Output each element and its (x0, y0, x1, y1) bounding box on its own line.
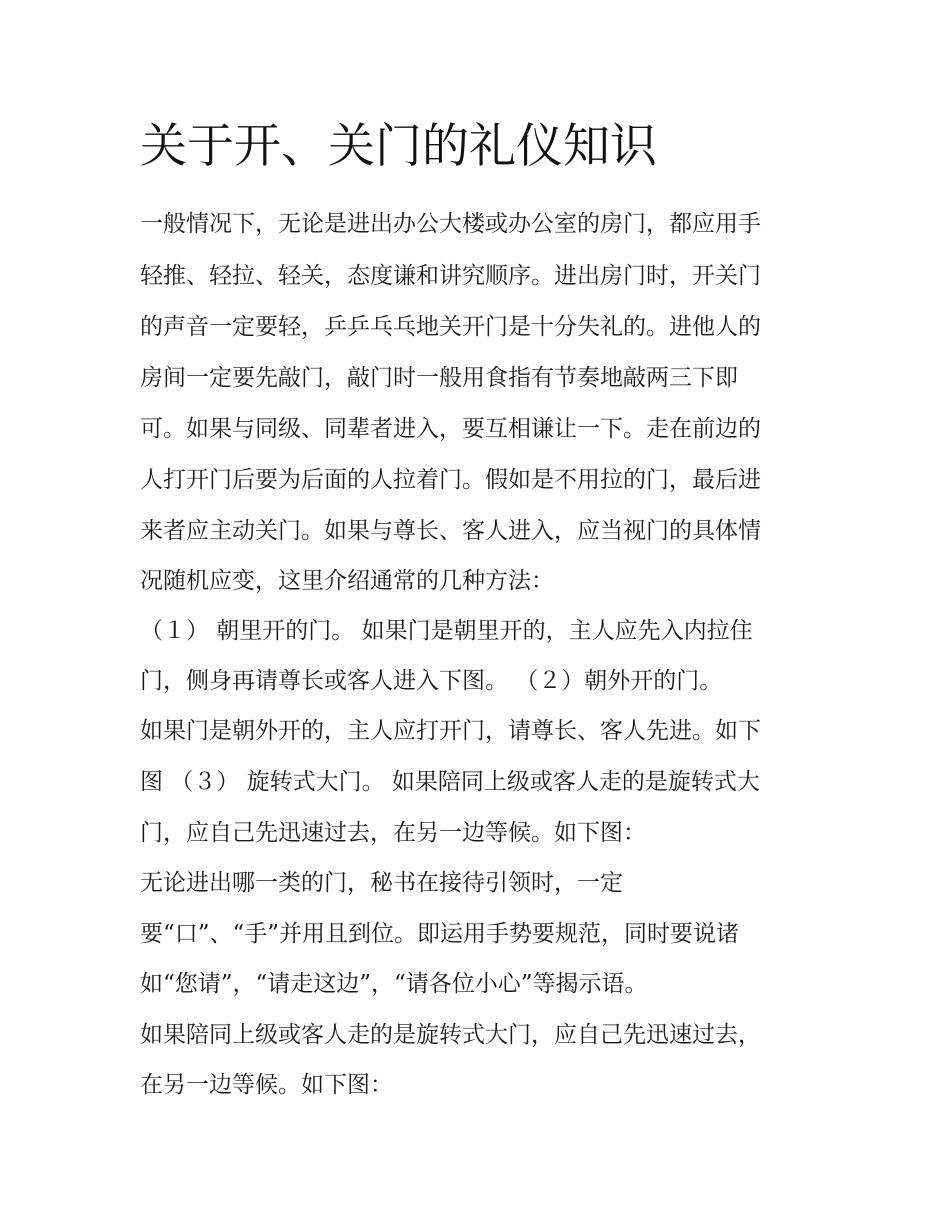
body-line-4: 房间一定要先敲门，敲门时一般用食指有节奏地敲两三下即 (140, 365, 738, 391)
body-line-1: 一般情况下，无论是进出办公大楼或办公室的房门，都应用手 (140, 211, 761, 237)
body-line-10: 门，侧身再请尊长或客人进入下图。 （２）朝外开的门。 (140, 668, 723, 694)
body-line-7: 来者应主动关门。如果与尊长、客人进入，应当视门的具体情 (140, 518, 761, 544)
body-line-2: 轻推、轻拉、轻关，态度谦和讲究顺序。进出房门时，开关门 (140, 263, 761, 289)
body-line-8: 况随机应变，这里介绍通常的几种方法： (140, 568, 554, 594)
body-line-9: （１） 朝里开的门。 如果门是朝里开的，主人应先入内拉住 (140, 618, 753, 644)
body-line-16: 如“您请”，“请走这边”，“请各位小心”等揭示语。 (140, 971, 648, 997)
body-line-6: 人打开门后要为后面的人拉着门。假如是不用拉的门，最后进 (140, 467, 761, 493)
body-line-18: 在另一边等候。如下图： (140, 1072, 393, 1098)
body-line-3: 的声音一定要轻，乒乒乓乓地关开门是十分失礼的。进他人的 (140, 314, 761, 340)
body-line-11: 如果门是朝外开的，主人应打开门，请尊长、客人先进。如下 (140, 718, 761, 744)
body-line-15: 要“口”、“手”并用且到位。即运用手势要规范，同时要说诸 (140, 921, 740, 947)
body-line-14: 无论进出哪一类的门，秘书在接待引领时，一定 (140, 870, 623, 896)
page-title: 关于开、关门的礼仪知识 (140, 119, 657, 174)
body-line-5: 可。如果与同级、同辈者进入，要互相谦让一下。走在前边的 (140, 416, 761, 442)
body-line-13: 门，应自己先迅速过去，在另一边等候。如下图： (140, 820, 646, 846)
body-line-17: 如果陪同上级或客人走的是旋转式大门，应自己先迅速过去， (140, 1022, 761, 1048)
body-line-12: 图 （３） 旋转式大门。 如果陪同上级或客人走的是旋转式大 (140, 769, 760, 795)
